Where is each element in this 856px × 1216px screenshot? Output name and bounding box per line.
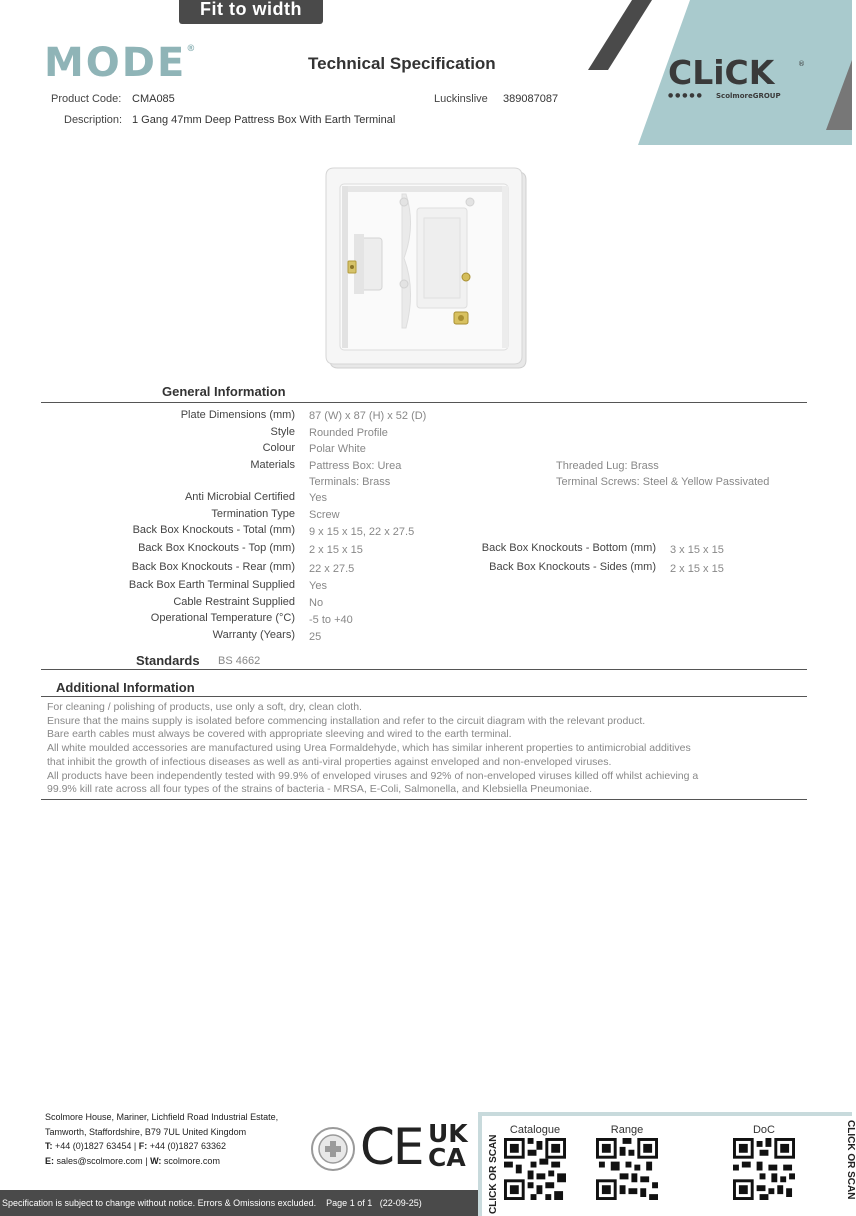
fax: +44 (0)1827 63362 <box>149 1141 227 1151</box>
spec-value-secondary: Terminal Screws: Steel & Yellow Passivated <box>556 476 770 488</box>
qr-code-catalogue[interactable] <box>504 1138 566 1200</box>
additional-info-heading: Additional Information <box>56 680 195 695</box>
click-dots: ● ● ● ● ● <box>668 92 702 99</box>
email-label: E: <box>45 1155 54 1166</box>
luckins-value: 389087087 <box>503 93 559 105</box>
spec-label: Operational Temperature (°C) <box>150 612 295 624</box>
luckins-label: Luckinslive <box>434 93 488 105</box>
email-link[interactable]: sales@scolmore.com <box>56 1155 143 1166</box>
spec-value: No <box>309 597 324 609</box>
footer-disclaimer-bar <box>0 1190 478 1216</box>
spec-value: Yes <box>309 492 327 504</box>
spec-value: Polar White <box>309 443 366 455</box>
spec-value: -5 to +40 <box>309 614 353 626</box>
address-line-2: Tamworth, Staffordshire, B79 7UL United Kingdom <box>45 1126 247 1137</box>
click-or-scan-label-left: CLICK OR SCAN <box>488 1134 499 1214</box>
standards-value: BS 4662 <box>218 655 261 667</box>
product-code-value: CMA085 <box>132 93 175 105</box>
spec-label: Plate Dimensions (mm) <box>180 409 295 421</box>
page-number: Page 1 of 1 <box>326 1198 373 1208</box>
spec-label-right: Back Box Knockouts - Sides (mm) <box>489 561 656 573</box>
info-line: All products have been independently tested with 99.9% of enveloped viruses and 92% of non-enveloped viruses killed off whilst achieving a <box>47 769 699 782</box>
spec-label-right: Back Box Knockouts - Bottom (mm) <box>481 542 656 554</box>
page-title: Technical Specification <box>308 54 496 73</box>
qr-title-range: Range <box>610 1124 644 1136</box>
qr-title-doc: DoC <box>752 1124 775 1136</box>
qr-code-range[interactable] <box>596 1138 658 1200</box>
separator: | <box>133 1141 137 1151</box>
web-link[interactable]: scolmore.com <box>163 1155 220 1166</box>
spec-value: Terminals: Brass <box>309 476 391 488</box>
info-line: 99.9% kill rate across all four types of the strains of bacteria - MRSA, E-Coli, Salmonella, and Klebsiella Pneumoniae. <box>47 783 593 796</box>
description-label: Description: <box>64 114 123 126</box>
additional-info-divider <box>41 696 807 697</box>
qr-code-panel <box>478 1112 856 1216</box>
spec-value: Screw <box>309 509 340 521</box>
click-or-scan-label-right: CLICK OR SCAN <box>845 1120 856 1200</box>
spec-label: Back Box Knockouts - Rear (mm) <box>131 561 295 573</box>
spec-label: Anti Microbial Certified <box>184 491 295 503</box>
info-line: Bare earth cables must always be covered with appropriate sleeving and wired to the earth terminal. <box>47 728 512 741</box>
web-label: W: <box>150 1155 162 1166</box>
ukca-mark <box>428 1119 468 1172</box>
phone-label: T: <box>45 1141 53 1151</box>
click-scolmore-group: ScolmoreGROUP <box>716 92 781 100</box>
spec-label: Back Box Earth Terminal Supplied <box>128 579 295 591</box>
spec-label: Back Box Knockouts - Top (mm) <box>138 542 295 554</box>
mode-logo-text: MODE <box>44 40 187 86</box>
spec-value: 87 (W) x 87 (H) x 52 (D) <box>309 410 427 422</box>
ce-mark: CE <box>360 1118 423 1176</box>
spec-value-right: 2 x 15 x 15 <box>670 563 724 575</box>
click-logo-text: CLiCK <box>668 53 775 92</box>
additional-info-text <box>47 701 807 797</box>
disclaimer-text: Specification is subject to change without notice. Errors & Omissions excluded. <box>2 1198 317 1208</box>
qr-title-catalogue: Catalogue <box>509 1124 561 1136</box>
general-info-heading: General Information <box>162 384 286 399</box>
revision-date: (22-09-25) <box>379 1198 422 1208</box>
description-value: 1 Gang 47mm Deep Pattress Box With Earth Terminal <box>132 114 396 126</box>
company-address <box>45 1110 278 1168</box>
standards-heading: Standards <box>136 653 200 668</box>
click-logo-reg: ® <box>798 60 805 68</box>
info-line: For cleaning / polishing of products, use only a soft, dry, clean cloth. <box>47 701 362 713</box>
ukca-bottom: CA <box>428 1143 466 1172</box>
spec-value-secondary: Threaded Lug: Brass <box>556 460 659 472</box>
spec-label: Colour <box>262 442 295 454</box>
spec-label: Cable Restraint Supplied <box>173 596 295 608</box>
spec-value: 9 x 15 x 15, 22 x 27.5 <box>309 526 415 538</box>
product-code-label: Product Code: <box>51 93 122 105</box>
info-line: Ensure that the mains supply is isolated before commencing installation and refer to the circuit diagram with the relevant product. <box>47 714 646 727</box>
spec-value: Pattress Box: Urea <box>309 460 402 472</box>
spec-label: Back Box Knockouts - Total (mm) <box>132 524 295 536</box>
spec-value: 25 <box>309 631 322 643</box>
qr-code-doc[interactable] <box>733 1138 795 1200</box>
spec-label: Termination Type <box>211 508 295 520</box>
spec-value: 2 x 15 x 15 <box>309 544 363 556</box>
phone: +44 (0)1827 63454 <box>55 1141 132 1151</box>
info-line: that inhibit the growth of infectious diseases as well as anti-viral properties against enveloped and non-enveloped viruses. <box>47 755 612 768</box>
spec-label: Materials <box>250 459 295 471</box>
contact-phone-line <box>45 1139 278 1154</box>
fit-to-width-button[interactable]: Fit to width <box>179 0 323 24</box>
fax-label: F: <box>138 1141 148 1151</box>
info-line: All white moulded accessories are manufactured using Urea Formaldehyde, which has similar inherent properties to antimicrobial additives <box>47 742 691 755</box>
contact-web-line <box>45 1154 278 1169</box>
ukca-top: UK <box>428 1119 468 1148</box>
spec-value: Rounded Profile <box>309 427 388 439</box>
separator: | <box>145 1155 148 1166</box>
address-line-1: Scolmore House, Mariner, Lichfield Road Industrial Estate, <box>45 1112 279 1122</box>
spec-value-right: 3 x 15 x 15 <box>670 544 724 556</box>
mode-logo-reg: ® <box>186 44 198 54</box>
spec-label: Warranty (Years) <box>212 629 295 641</box>
spec-value: 22 x 27.5 <box>309 563 355 575</box>
spec-label: Style <box>270 426 295 438</box>
standards-divider <box>41 669 807 670</box>
spec-value: Yes <box>309 580 327 592</box>
additional-info-bottom-divider <box>41 799 807 800</box>
antimicrobial-certified-icon <box>310 1126 356 1172</box>
